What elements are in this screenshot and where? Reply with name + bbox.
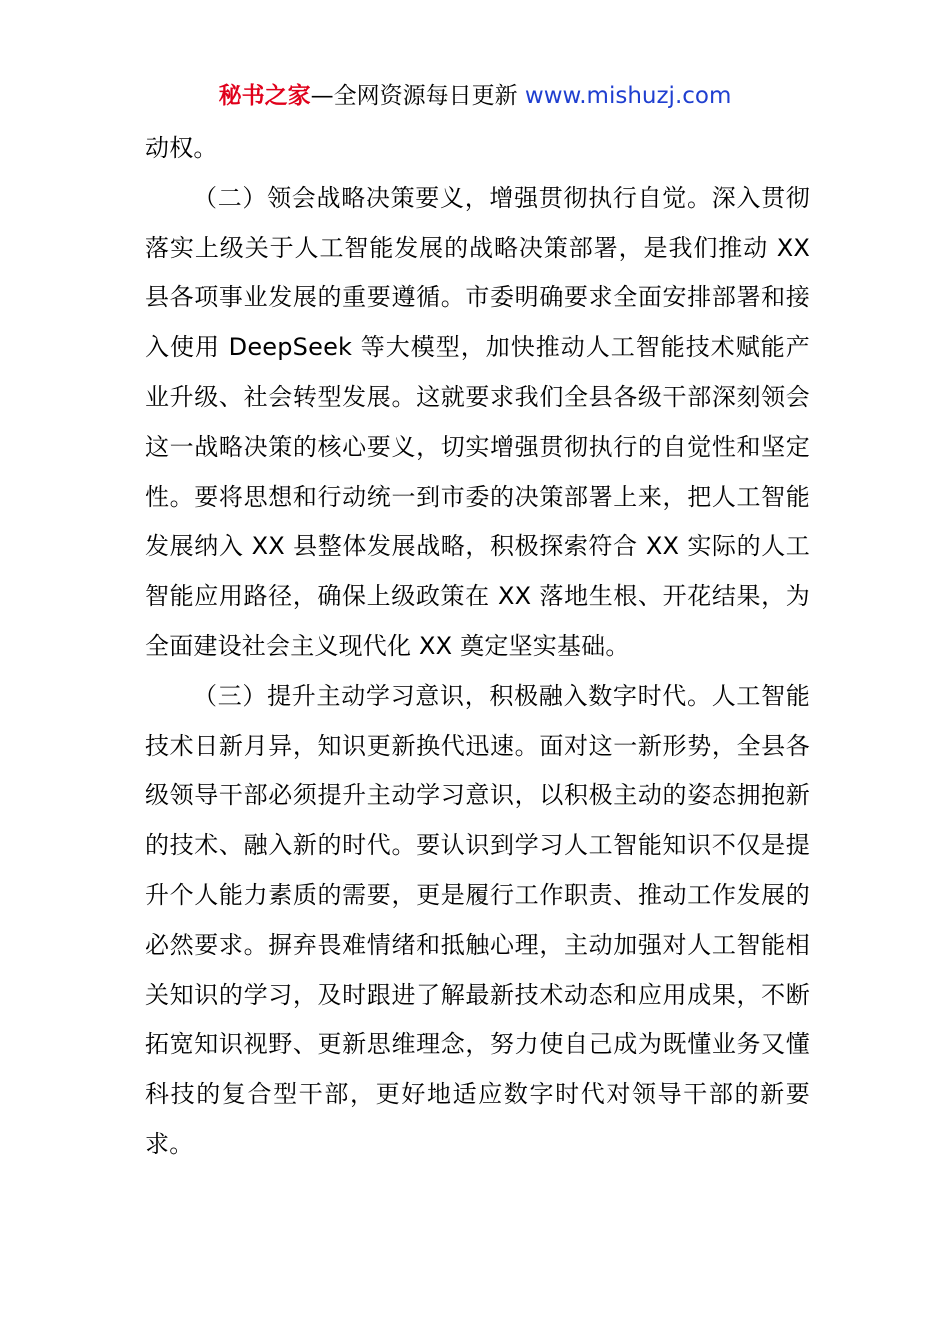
paragraph-section-3: （三）提升主动学习意识，积极融入数字时代。人工智能技术日新月异，知识更新换代迅速。面对这一新形势，全县各级领导干部必须提升主动学习意识，以积极主动的姿态拥抱新的技术、融入新的时代。要认识到学习人工智能知识不仅是提升个人能力素质的需要，更是履行工作职责、推动工作发展的必然要求。摒弃畏难情绪和抵触心理，主动加强对人工智能相关知识的学习，及时跟进了解最新技术动态和应用成果，不断拓宽知识视野、更新思维理念，努力使自己成为既懂业务又懂科技的复合型干部，更好地适应数字时代对领导干部的新要求。 xyxy=(145,681,810,1158)
site-url-link[interactable]: www.mishuzj.com xyxy=(524,83,732,109)
site-brand: 秘书之家 xyxy=(218,83,311,109)
paragraph-continuation: 动权。 xyxy=(145,134,218,162)
document-body xyxy=(145,124,810,1170)
page-header xyxy=(0,80,950,112)
site-slogan: —全网资源每日更新 xyxy=(310,83,525,109)
paragraph-section-2: （二）领会战略决策要义，增强贯彻执行自觉。深入贯彻落实上级关于人工智能发展的战略决策部署，是我们推动 XX 县各项事业发展的重要遵循。市委明确要求全面安排部署和接入使用 DeepSeek 等大模型，加快推动人工智能技术赋能产业升级、社会转型发展。这就要求我们全县各级干部深刻领会这一战略决策的核心要义，切实增强贯彻执行的自觉性和坚定性。要将思想和行动统一到市委的决策部署上来，把人工智能发展纳入 XX 县整体发展战略，积极探索符合 XX 实际的人工智能应用路径，确保上级政策在 XX 落地生根、开花结果，为全面建设社会主义现代化 XX 奠定坚实基础。 xyxy=(145,183,810,660)
